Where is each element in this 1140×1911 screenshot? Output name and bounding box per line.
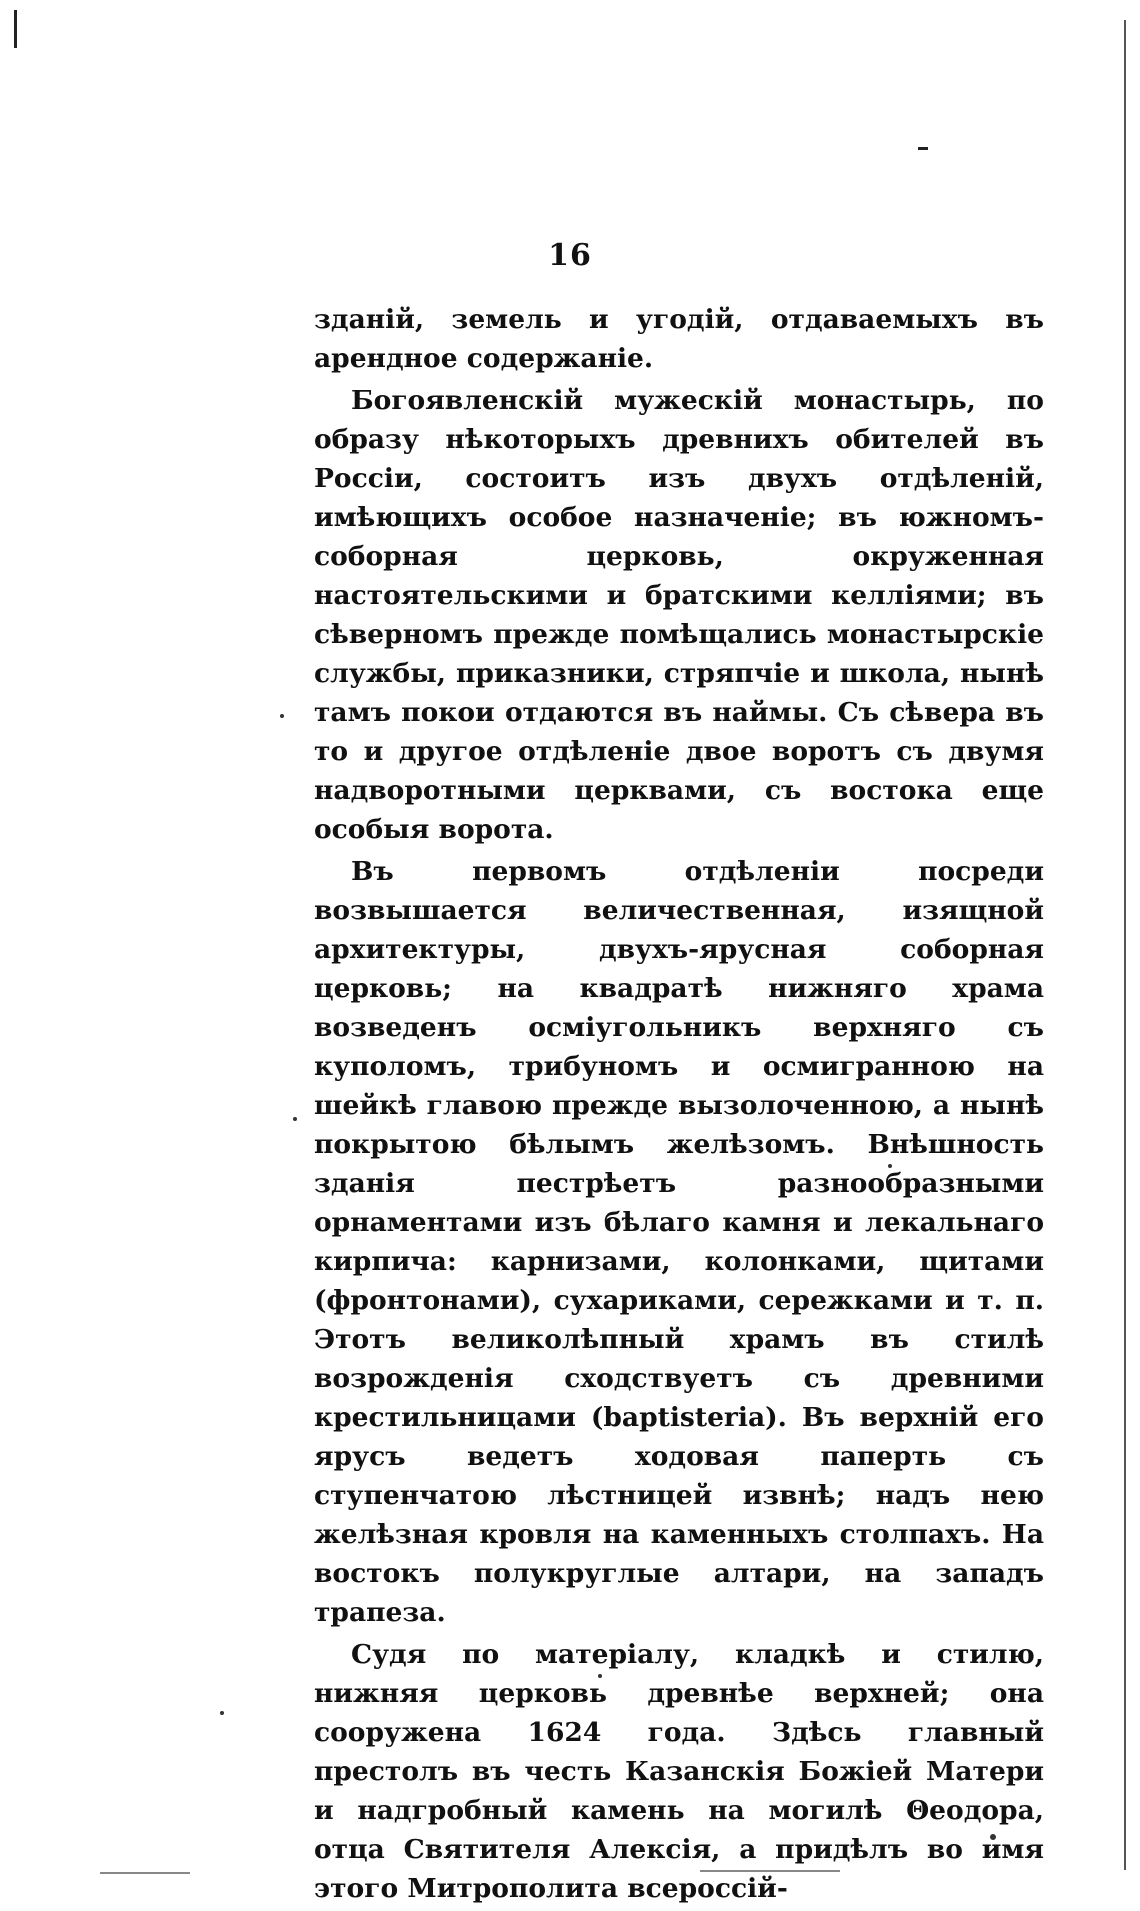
paragraph: зданій, земель и угодій, отдаваемыхъ въ арендное содержаніе. (314, 304, 1044, 374)
scan-artifact-left-edge (14, 10, 17, 48)
scan-artifact-bottom-line (100, 1872, 190, 1874)
page-number: 16 (548, 238, 592, 273)
scan-artifact-dot (280, 714, 284, 718)
paragraph: Въ первомъ отдѣленіи посреди возвышается величественная, изящной архитектуры, двухъ-ярусная соборная церковь; на квадратѣ нижняго храма возведенъ осміугольникъ верхняго съ куполомъ, трибуномъ и осмигранною на шейкѣ главою прежде вызолоченною, а нынѣ покрытою бѣлымъ желѣзомъ. Внѣшность зданія пестрѣетъ разнообразными орнаментами изъ бѣлаго камня и лекальнаго кирпича: карнизами, колонками, щитами (фронтонами), сухариками, сережками и т. п. Этотъ великолѣпный храмъ въ стилѣ возрожденія сходствуетъ съ древними крестильницами (baptisteria). Въ верхній его ярусъ ведетъ ходовая паперть съ ступенчатою лѣстницей извнѣ; надъ нею желѣзная кровля на каменныхъ столпахъ. На востокъ полукруглые алтари, на западъ трапеза. (314, 856, 1044, 1628)
scan-artifact-dot (220, 1711, 224, 1715)
scan-artifact-right-edge (1124, 20, 1126, 1870)
paragraph: Богоявленскій мужескій монастырь, по образу нѣкоторыхъ древнихъ обителей въ Россіи, состоитъ изъ двухъ отдѣленій, имѣющихъ особое назначеніе; въ южномъ-соборная церковь, окруженная настоятельскими и братскими келліями; въ сѣверномъ прежде помѣщались монастырскіе службы, приказники, стряпчіе и школа, нынѣ тамъ покои отдаются въ наймы. Съ сѣвера въ то и другое отдѣленіе двое воротъ съ двумя надворотными церквами, съ востока еще особыя ворота. (314, 385, 1044, 845)
scan-artifact-dash (918, 147, 928, 150)
scan-artifact-dot (293, 1117, 297, 1121)
body-text (314, 300, 1044, 1911)
paragraph: Судя по матеріалу, кладкѣ и стилю, нижняя церковь древнѣе верхней; она сооружена 1624 года. Здѣсь главный престолъ въ честь Казанскія Божіей Матери и надгробный камень на могилѣ Θеодора, отца Святителя Алексія, а придѣлъ во имя этого Митрополита всероссій- (314, 1639, 1044, 1904)
